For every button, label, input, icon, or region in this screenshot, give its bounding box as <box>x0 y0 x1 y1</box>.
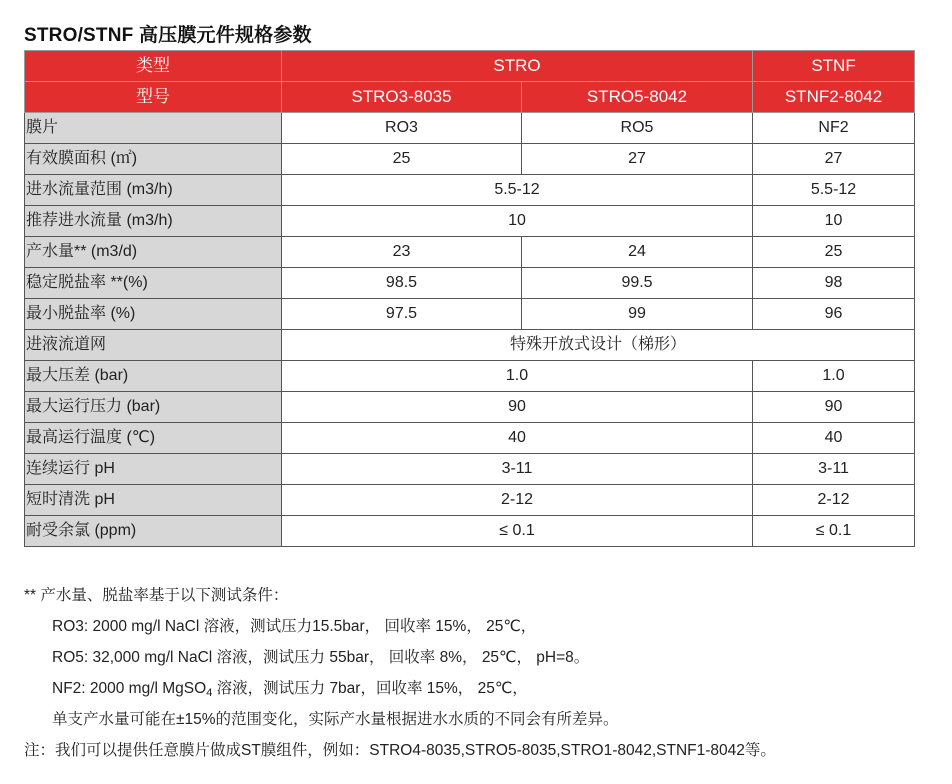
row-label: 连续运行 pH <box>25 454 282 485</box>
note-variance: 单支产水量可能在±15%的范围变化，实际产水量根据进水水质的不同会有所差异。 <box>52 711 619 728</box>
table-row <box>25 299 915 330</box>
header-group-stro: STRO <box>282 51 753 82</box>
cell-value: 27 <box>522 144 753 175</box>
cell-value: 40 <box>753 423 915 454</box>
row-label: 稳定脱盐率 **(%) <box>25 268 282 299</box>
row-label: 最小脱盐率 (%) <box>25 299 282 330</box>
table-row <box>25 144 915 175</box>
cell-value: 27 <box>753 144 915 175</box>
cell-value: 23 <box>282 237 522 268</box>
cell-value: 3-11 <box>282 454 753 485</box>
page-title: STRO/STNF 高压膜元件规格参数 <box>24 25 312 46</box>
cell-value: 98 <box>753 268 915 299</box>
header-row-model <box>25 82 915 113</box>
note-nf2 <box>24 673 924 704</box>
cell-value: 25 <box>282 144 522 175</box>
note-nf2-subscript: 4 <box>206 687 213 699</box>
note-ro5: RO5: 32,000 mg/l NaCl 溶液，测试压力 55bar， 回收率 8%， 25℃， pH=8。 <box>52 649 590 666</box>
table-row <box>25 454 915 485</box>
table-row <box>25 485 915 516</box>
cell-value: 25 <box>753 237 915 268</box>
row-label: 耐受余氯 (ppm) <box>25 516 282 547</box>
cell-value: 3-11 <box>753 454 915 485</box>
cell-value: 97.5 <box>282 299 522 330</box>
cell-value: 1.0 <box>753 361 915 392</box>
cell-value: 99 <box>522 299 753 330</box>
test-conditions-notes <box>24 580 924 766</box>
table-row <box>25 392 915 423</box>
spec-table <box>24 50 915 547</box>
table-row <box>25 206 915 237</box>
cell-value: 2-12 <box>753 485 915 516</box>
cell-value: 10 <box>753 206 915 237</box>
table-row <box>25 237 915 268</box>
cell-value: 特殊开放式设计（梯形） <box>282 330 915 361</box>
header-model-stro3: STRO3-8035 <box>282 82 522 113</box>
row-label: 最大压差 (bar) <box>25 361 282 392</box>
row-label: 进水流量范围 (m3/h) <box>25 175 282 206</box>
table-row <box>25 516 915 547</box>
note-nf2-part-a: NF2: 2000 mg/l MgSO <box>52 680 207 697</box>
cell-value: 5.5-12 <box>753 175 915 206</box>
row-label: 最高运行温度 (℃) <box>25 423 282 454</box>
table-row <box>25 361 915 392</box>
cell-value: ≤ 0.1 <box>753 516 915 547</box>
row-label: 推荐进水流量 (m3/h) <box>25 206 282 237</box>
table-row <box>25 175 915 206</box>
note-nf2-part-b: 溶液，测试压力 7bar，回收率 15%， 25℃， <box>212 680 528 697</box>
table-row <box>25 113 915 144</box>
header-model-stro5: STRO5-8042 <box>522 82 753 113</box>
note-ro3: RO3: 2000 mg/l NaCl 溶液，测试压力15.5bar， 回收率 15%， 25℃， <box>52 618 537 635</box>
row-label: 最大运行压力 (bar) <box>25 392 282 423</box>
header-group-stnf: STNF <box>753 51 915 82</box>
cell-value: 24 <box>522 237 753 268</box>
row-label: 膜片 <box>25 113 282 144</box>
row-label: 短时清洗 pH <box>25 485 282 516</box>
cell-value: 2-12 <box>282 485 753 516</box>
row-label: 有效膜面积 (㎡) <box>25 144 282 175</box>
table-row <box>25 330 915 361</box>
header-type-label: 类型 <box>25 51 282 82</box>
cell-value: 5.5-12 <box>282 175 753 206</box>
cell-value: ≤ 0.1 <box>282 516 753 547</box>
row-label: 进液流道网 <box>25 330 282 361</box>
header-model-label: 型号 <box>25 82 282 113</box>
header-row-type <box>25 51 915 82</box>
cell-value: RO3 <box>282 113 522 144</box>
cell-value: 90 <box>282 392 753 423</box>
cell-value: 96 <box>753 299 915 330</box>
table-row <box>25 268 915 299</box>
table-row <box>25 423 915 454</box>
row-label: 产水量** (m3/d) <box>25 237 282 268</box>
notes-heading: ** 产水量、脱盐率基于以下测试条件： <box>24 587 289 604</box>
footnote: 注：我们可以提供任意膜片做成ST膜组件，例如：STRO4-8035,STRO5-8035,STRO1-8042,STNF1-8042等。 <box>24 742 776 759</box>
cell-value: RO5 <box>522 113 753 144</box>
cell-value: 10 <box>282 206 753 237</box>
cell-value: 1.0 <box>282 361 753 392</box>
cell-value: 40 <box>282 423 753 454</box>
cell-value: NF2 <box>753 113 915 144</box>
cell-value: 90 <box>753 392 915 423</box>
cell-value: 98.5 <box>282 268 522 299</box>
cell-value: 99.5 <box>522 268 753 299</box>
header-model-stnf2: STNF2-8042 <box>753 82 915 113</box>
